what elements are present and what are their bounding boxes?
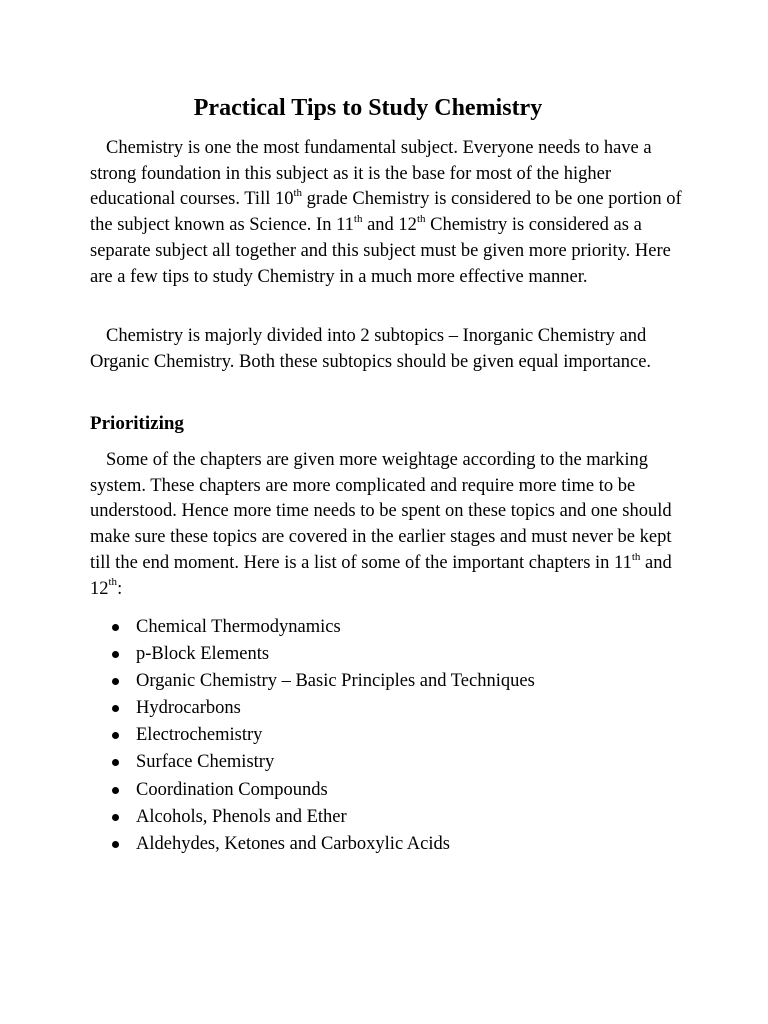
intro-paragraph [90, 136, 690, 290]
bullet-icon [112, 705, 119, 712]
list-item-text: Organic Chemistry – Basic Principles and Techniques [136, 671, 535, 692]
bullet-icon [112, 841, 119, 848]
list-item [110, 695, 670, 722]
bullet-icon [112, 651, 119, 658]
list-item [110, 668, 670, 695]
superscript-th: th [416, 212, 426, 225]
list-item [110, 641, 670, 668]
chapter-list [110, 614, 670, 858]
superscript-th: th [108, 576, 118, 589]
prioritizing-text-2: and 12 [90, 552, 672, 599]
bullet-icon [112, 678, 119, 685]
list-item [110, 722, 670, 749]
list-item [110, 831, 670, 858]
prioritizing-text-1: Some of the chapters are given more weightage according to the marking system. These chapters are more complicated and require more time to be understood. Hence more time needs to be spent on these topics and one should make sure these topics are covered in the earlier stages and must never be kept till the end moment. Here is a list of some of the important chapters in 11 [90, 450, 672, 573]
superscript-th: th [293, 187, 303, 200]
bullet-icon [112, 624, 119, 631]
bullet-icon [112, 787, 119, 794]
list-item-text: Electrochemistry [136, 725, 263, 746]
subtopics-paragraph: Chemistry is majorly divided into 2 subtopics – Inorganic Chemistry and Organic Chemistry. Both these subtopics should be given equal importance. [90, 326, 652, 372]
bullet-icon [112, 814, 119, 821]
list-item-text: Chemical Thermodynamics [136, 617, 341, 637]
list-item [110, 777, 670, 804]
list-item [110, 614, 670, 641]
list-item-text: Coordination Compounds [136, 779, 328, 800]
intro-text-1: Chemistry is one the most fundamental subject. Everyone needs to have a strong foundation in this subject as it is the base for most of the higher educational courses. Till 10 [90, 138, 652, 210]
list-item-text: Aldehydes, Ketones and Carboxylic Acids [136, 833, 450, 854]
bullet-icon [112, 732, 119, 739]
prioritizing-paragraph [90, 448, 690, 602]
document-title: Practical Tips to Study Chemistry [193, 95, 543, 121]
list-item [110, 804, 670, 831]
list-item-text: Surface Chemistry [136, 752, 275, 773]
list-item [110, 749, 670, 776]
intro-text-2: grade Chemistry is considered to be one portion of the subject known as Science. In 11 [90, 189, 682, 236]
list-item-text: Alcohols, Phenols and Ether [136, 806, 347, 827]
superscript-th: th [353, 212, 363, 225]
intro-text-4: Chemistry is considered as a separate subject all together and this subject must be given more priority. Here are a few tips to study Chemistry in a much more effective manner. [90, 215, 671, 287]
superscript-th: th [631, 550, 641, 563]
list-item-text: Hydrocarbons [136, 698, 241, 719]
bullet-icon [112, 759, 119, 766]
list-item-text: p-Block Elements [136, 644, 270, 665]
intro-text-3: and 12 [362, 215, 417, 236]
prioritizing-text-3: : [117, 578, 123, 599]
section-heading-prioritizing: Prioritizing [90, 413, 184, 434]
